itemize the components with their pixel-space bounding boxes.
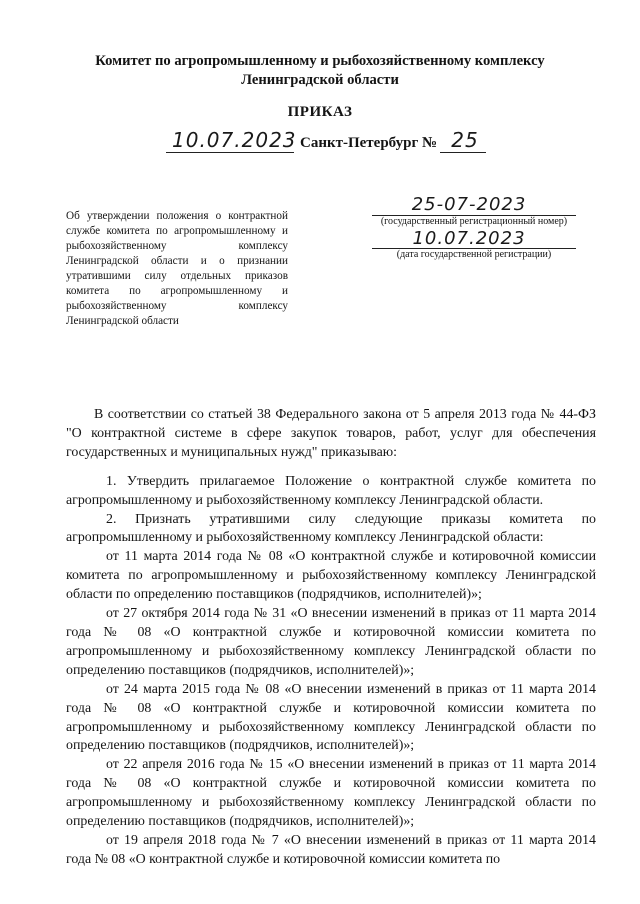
- order-title: ПРИКАЗ: [287, 104, 353, 120]
- city-label: Санкт-Петербург №: [300, 135, 438, 151]
- organization-line-2: Ленинградской области: [241, 72, 399, 88]
- order-body: [66, 406, 596, 870]
- repealed-order-5: от 19 апреля 2018 года № 7 «О внесении изменений в приказ от 11 марта 2014 года № 08 «О контрактной службе и котировочной комиссии комитета по: [66, 832, 596, 867]
- item-2: 2. Признать утратившими силу следующие приказы комитета по агропромышленному и рыбохозяйственному комплексу Ленинградской области:: [66, 511, 596, 546]
- organization-line-1: Комитет по агропромышленному и рыбохозяйственному комплексу: [95, 53, 545, 69]
- repealed-order-1: от 11 марта 2014 года № 08 «О контрактной службе и котировочной комиссии комитета по агропромышленному и рыбохозяйственному комплексу Ленинградской области по определению поставщиков (подрядчиков, исполнителей)»;: [66, 549, 596, 603]
- preamble: В соответствии со статьей 38 Федерального закона от 5 апреля 2013 года № 44-ФЗ "О контрактной системе в сфере закупок товаров, работ, услуг для обеспечения государственных и муниципальных нужд" приказываю:: [66, 407, 596, 460]
- item-1: 1. Утвердить прилагаемое Положение о контрактной службе комитета по агропромышленному и рыбохозяйственному комплексу Ленинградской области.: [66, 473, 596, 508]
- order-date: 10.07.2023: [172, 128, 297, 152]
- registration-number-caption: (государственный регистрационный номер): [380, 216, 568, 227]
- order-number-underline: [440, 152, 486, 153]
- order-subject: Об утверждении положения о контрактной службе комитета по агропромышленному и рыбохозяйственному комплексу Ленинградской области и о признании утратившими силу отдельных приказов комитета по агропромышленному и рыбохозяйственному комплексу Ленинградской области: [66, 210, 288, 327]
- order-number: 25: [451, 128, 479, 152]
- organization-name: [0, 52, 640, 90]
- repealed-order-2: от 27 октября 2014 года № 31 «О внесении изменений в приказ от 11 марта 2014 года № 08 «О контрактной службе и котировочной комиссии комитета по агропромышленному и рыбохозяйственному комплексу Ленинградской области по определению поставщиков (подрядчиков, исполнителей)»;: [66, 606, 596, 678]
- registration-number: 25-07-2023: [411, 194, 527, 215]
- repealed-order-4: от 22 апреля 2016 года № 15 «О внесении изменений в приказ от 11 марта 2014 года № 08 «О контрактной службе и котировочной комиссии комитета по агропромышленному и рыбохозяйственному комплексу Ленинградской области по определению поставщиков (подрядчиков, исполнителей)»;: [66, 757, 596, 830]
- registration-date: 10.07.2023: [412, 228, 526, 249]
- repealed-order-3: от 24 марта 2015 года № 08 «О внесении изменений в приказ от 11 марта 2014 года № 08 «О контрактной службе и котировочной комиссии комитета по агропромышленному и рыбохозяйственному комплексу Ленинградской области по определению поставщиков (подрядчиков, исполнителей)»;: [66, 681, 596, 754]
- registration-date-caption: (дата государственной регистрации): [396, 249, 552, 260]
- order-date-underline: [166, 152, 294, 153]
